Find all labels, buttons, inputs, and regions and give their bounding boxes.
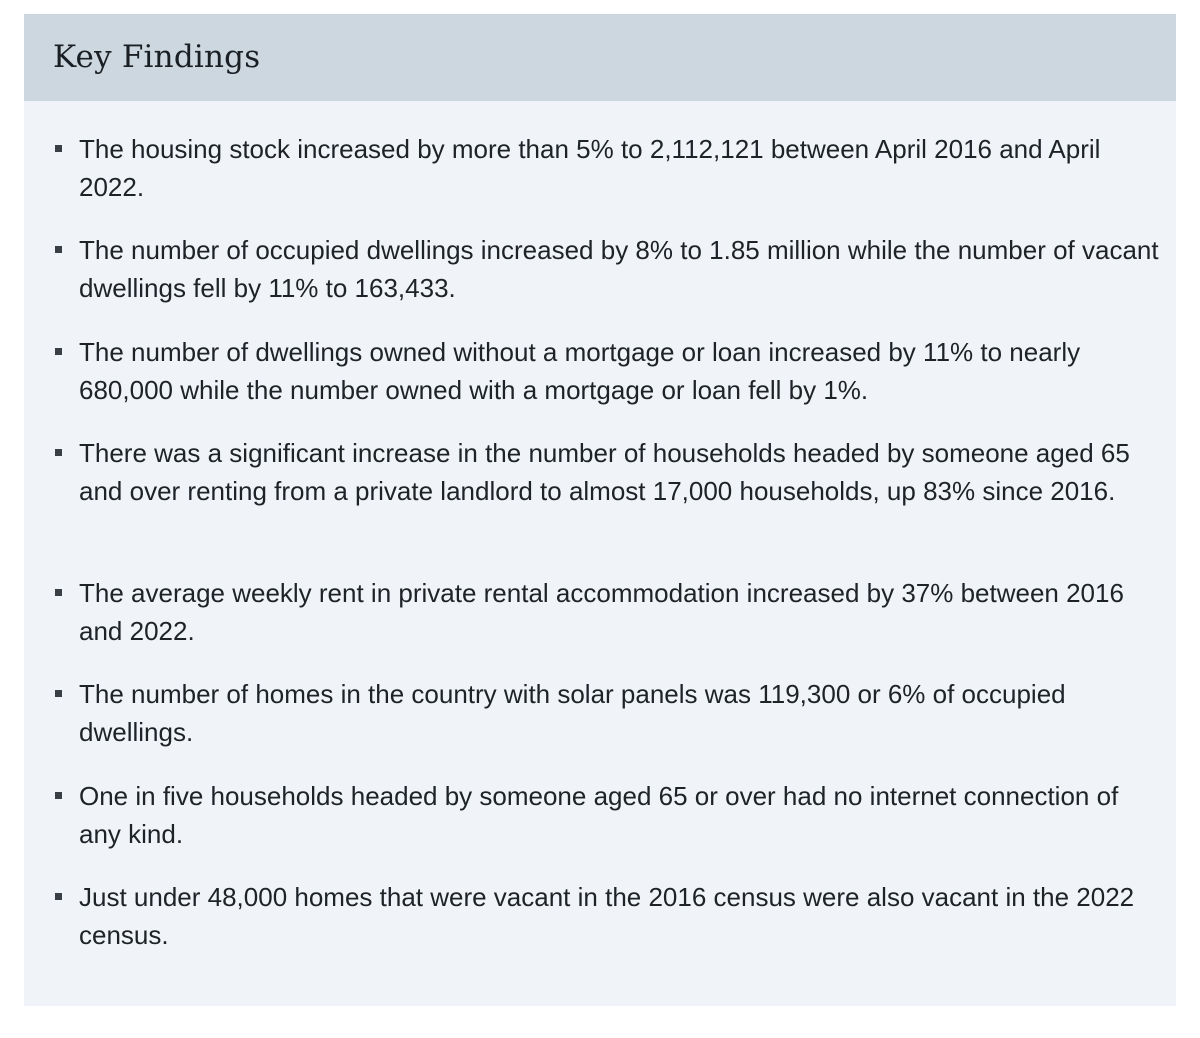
square-bullet-icon — [55, 449, 62, 456]
square-bullet-icon — [55, 348, 62, 355]
square-bullet-icon — [55, 145, 62, 152]
square-bullet-icon — [55, 792, 62, 799]
square-bullet-icon — [55, 246, 62, 253]
square-bullet-icon — [55, 893, 62, 900]
card-title: Key Findings — [53, 38, 261, 75]
finding-text: There was a significant increase in the number of households headed by someone aged 65 and over renting from a private landlord to almost 17,000 households, up 83% since 2016. — [79, 438, 1130, 506]
finding-text: Just under 48,000 homes that were vacant in the 2016 census were also vacant in the 2022 census. — [79, 882, 1135, 950]
finding-text: The number of homes in the country with solar panels was 119,300 or 6% of occupied dwellings. — [79, 679, 1066, 747]
finding-text: One in five households headed by someone aged 65 or over had no internet connection of any kind. — [79, 781, 1119, 849]
finding-text: The number of occupied dwellings increased by 8% to 1.85 million while the number of vacant dwellings fell by 11% to 163,433. — [79, 235, 1159, 303]
square-bullet-icon — [55, 589, 62, 596]
finding-text: The average weekly rent in private rental accommodation increased by 37% between 2016 and 2022. — [79, 578, 1124, 646]
card-header — [24, 14, 1176, 101]
square-bullet-icon — [55, 690, 62, 697]
finding-text: The number of dwellings owned without a mortgage or loan increased by 11% to nearly 680,000 while the number owned with a mortgage or loan fell by 1%. — [79, 337, 1081, 405]
key-findings-card — [24, 14, 1176, 1006]
finding-text: The housing stock increased by more than 5% to 2,112,121 between April 2016 and April 2022. — [79, 134, 1101, 202]
